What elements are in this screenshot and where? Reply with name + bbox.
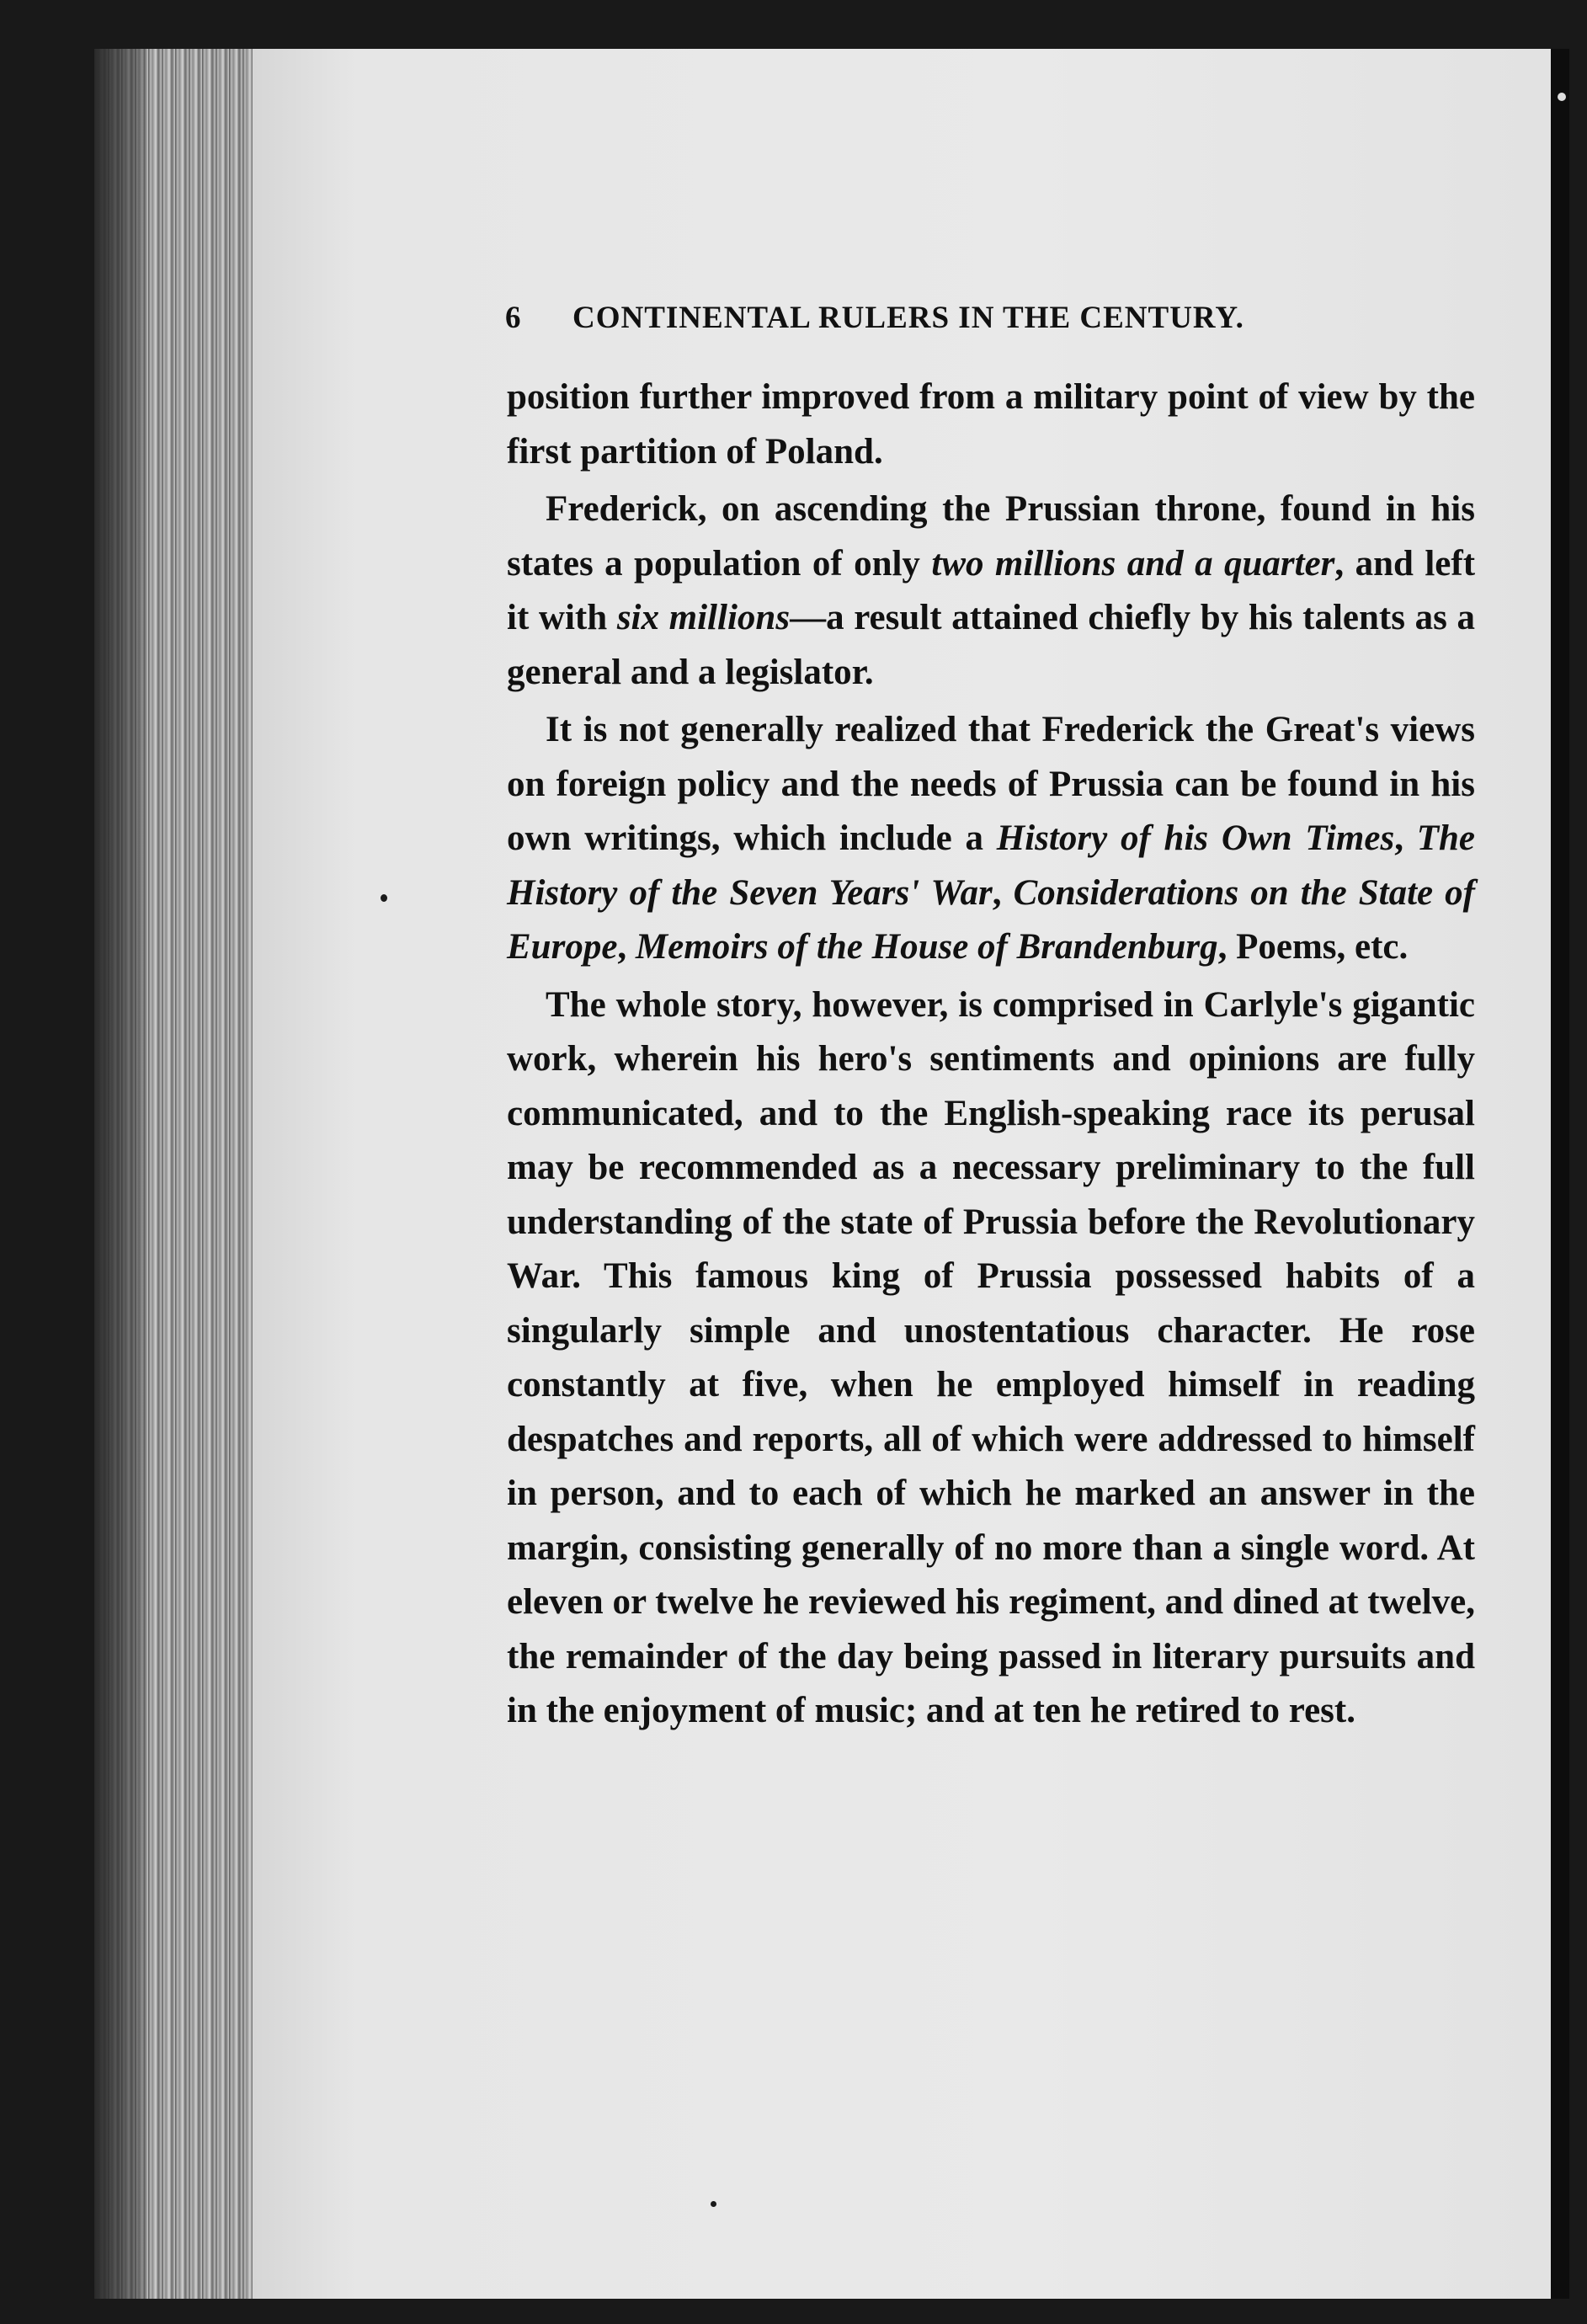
ink-speck — [381, 894, 387, 902]
paragraph-2-text-3: —a result attained chiefly by his talents as a general and a legislator. — [507, 598, 1476, 692]
paragraph-3-text-2: , Poems, etc. — [1217, 927, 1409, 967]
book-title-4: Memoirs of the House of Brandenburg — [635, 927, 1218, 967]
paragraph-3 — [507, 703, 1475, 975]
paragraph-2-italic-2: six millions — [616, 598, 791, 637]
paragraph-3-text-1: It is not generally realized that Frederick the Great's views on foreign policy and the needs of Prussia can be found in his own writings, which include a — [507, 710, 1475, 858]
book-title-2: The History of the Seven Years' War — [507, 818, 1476, 913]
paragraph-1: position further improved from a military point of view by the first partition of Poland. — [507, 377, 1475, 472]
paragraph-2-text-2: , and left it with — [507, 543, 1476, 637]
paragraph-4: The whole story, however, is comprised in Carlyle's gigantic work, wherein his hero's sentiments and opinions are fully communicated, and to the English-speaking race its perusal may be recommended as a necessary preliminary to the full understanding of the state of Prussia before the Revolutionary War. This famous king of Prussia possessed habits of a singularly simple and unostentatious character. He rose constantly at five, when he employed himself in reading despatches and reports, all of which were addressed to himself in person, and to each of which he marked an answer in the margin, consisting generally of no more than a single word. At eleven or twelve he reviewed his regiment, and dined at twelve, the remainder of the day being passed in literary pursuits and in the enjoyment of music; and at ten he retired to rest. — [507, 984, 1475, 1730]
separator-1: , — [1394, 818, 1417, 858]
ink-speck — [711, 2201, 716, 2207]
book-title-3: Considerations on the State of Europe — [507, 872, 1475, 967]
paragraph-2-italic-1: two millions and a quarter — [931, 543, 1335, 584]
separator-2: , — [992, 872, 1014, 913]
spine-shadow — [94, 49, 145, 2299]
paragraph-2 — [507, 482, 1475, 700]
page-number: 6 — [505, 301, 522, 335]
right-page-edge — [1551, 49, 1569, 2299]
running-title: CONTINENTAL RULERS IN THE CENTURY. — [572, 301, 1244, 335]
running-head — [505, 300, 1372, 336]
book-title-1: History of his Own Times — [996, 818, 1395, 858]
body-text — [507, 370, 1475, 1739]
ink-speck — [1558, 93, 1566, 101]
paragraph-2-text-1: Frederick, on ascending the Prussian throne, found in his states a population of only — [507, 489, 1475, 584]
separator-3: , — [617, 927, 636, 967]
